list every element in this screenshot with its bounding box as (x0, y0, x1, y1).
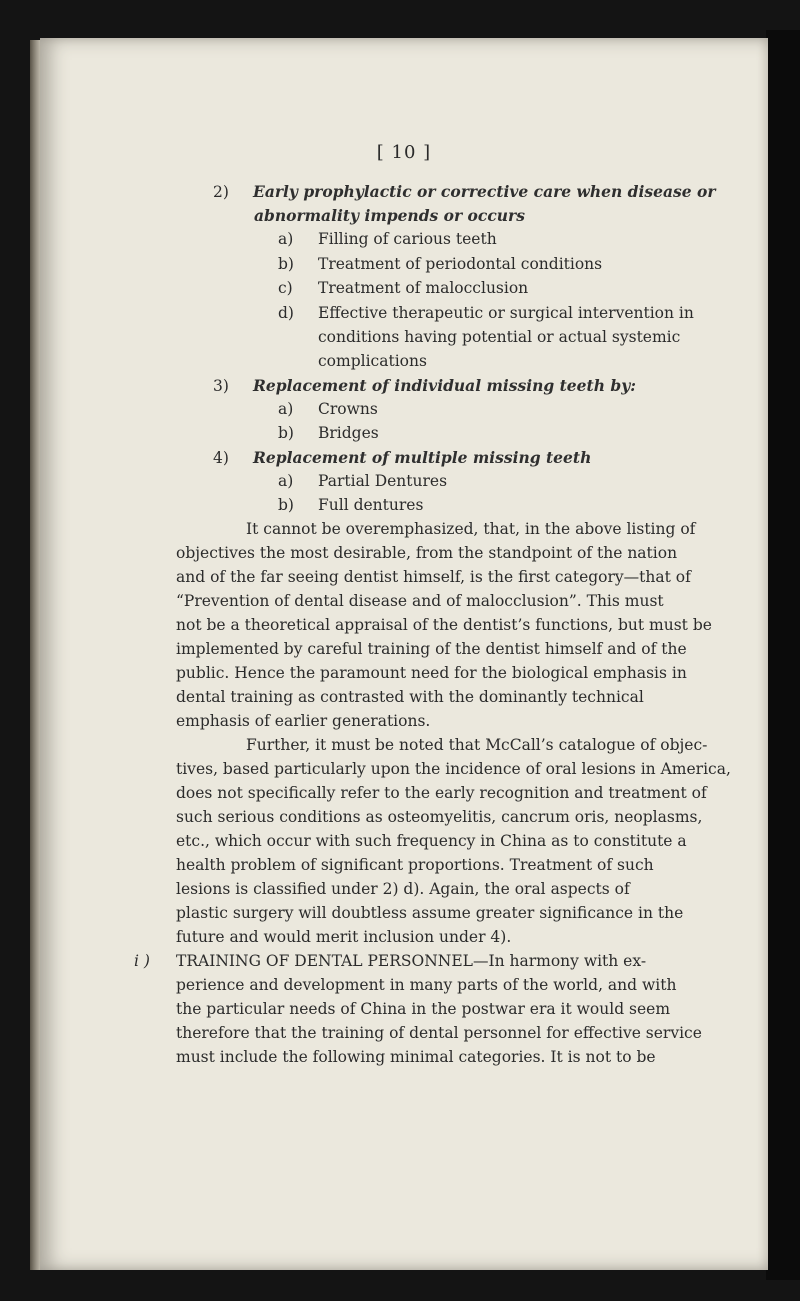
sub-item-label: a) (278, 230, 294, 248)
paragraph-line: not be a theoretical appraisal of the dentist’s functions, but must be (176, 616, 712, 634)
sub-item-text: Partial Dentures (318, 472, 448, 490)
sub-item-label: a) (278, 472, 294, 490)
item-heading: Replacement of individual missing teeth by: (253, 376, 636, 395)
sub-item (278, 255, 602, 273)
item-number: 2) (213, 183, 229, 201)
paragraph-line: Further, it must be noted that McCall’s catalogue of objec- (246, 736, 708, 754)
background-strip (766, 30, 800, 1280)
paragraph-line: must include the following minimal categories. It is not to be (176, 1048, 656, 1066)
sub-item (278, 472, 447, 490)
paragraph-line: TRAINING OF DENTAL PERSONNEL—In harmony with ex- (176, 952, 647, 970)
paragraph-line: therefore that the training of dental personnel for effective service (176, 1024, 702, 1042)
sub-item-label: c) (278, 279, 293, 297)
paragraph-line: future and would merit inclusion under 4). (176, 928, 512, 946)
paragraph-line: public. Hence the paramount need for the biological emphasis in (176, 664, 687, 682)
sub-item-text: Treatment of malocclusion (318, 279, 529, 297)
sub-item (278, 230, 497, 248)
paragraph-line: “Prevention of dental disease and of malocclusion”. This must (176, 592, 664, 610)
sub-item (278, 304, 694, 322)
paragraph-line: and of the far seeing dentist himself, is the first category—that of (176, 568, 691, 586)
sub-item-text: Treatment of periodontal conditions (318, 255, 603, 273)
paragraph-line: dental training as contrasted with the dominantly technical (176, 688, 644, 706)
sub-item-label: d) (278, 304, 294, 322)
sub-item-text: Full dentures (318, 496, 424, 514)
sub-item-label: b) (278, 424, 294, 442)
item-heading: Replacement of multiple missing teeth (253, 448, 592, 467)
list-item-heading (213, 448, 591, 467)
paragraph-line: objectives the most desirable, from the standpoint of the nation (176, 544, 678, 562)
paragraph-line: implemented by careful training of the dentist himself and of the (176, 640, 687, 658)
list-item-heading (213, 182, 716, 201)
list-item-heading (213, 376, 636, 395)
paragraph-line: such serious conditions as osteomyelitis, cancrum oris, neoplasms, (176, 808, 703, 826)
paragraph-line: tives, based particularly upon the incidence of oral lesions in America, (176, 760, 731, 778)
sub-item (278, 496, 423, 514)
section-marker: i ) (134, 952, 150, 970)
item-number: 3) (213, 377, 229, 395)
sub-item (278, 279, 528, 297)
paragraph-line: health problem of significant proportions. Treatment of such (176, 856, 654, 874)
item-heading: Early prophylactic or corrective care when disease or (253, 182, 716, 201)
sub-item-label: b) (278, 496, 294, 514)
paragraph-line: the particular needs of China in the postwar era it would seem (176, 1000, 671, 1018)
sub-item-text: Crowns (318, 400, 378, 418)
item-number: 4) (213, 449, 229, 467)
paragraph-line: etc., which occur with such frequency in China as to constitute a (176, 832, 687, 850)
paragraph-line: It cannot be overemphasized, that, in the above listing of (246, 520, 696, 538)
sub-item-text: Filling of carious teeth (318, 230, 497, 248)
sub-item-text: Effective therapeutic or surgical intervention in (318, 304, 694, 322)
paragraph-line: does not specifically refer to the early recognition and treatment of (176, 784, 707, 802)
paragraph-line: emphasis of earlier generations. (176, 712, 431, 730)
sub-item-label: b) (278, 255, 294, 273)
sub-item-continued: conditions having potential or actual systemic (318, 328, 681, 346)
sub-item-continued: complications (318, 352, 427, 370)
sub-item (278, 424, 379, 442)
sub-item-text: Bridges (318, 424, 379, 442)
sub-item (278, 400, 378, 418)
book-page (40, 38, 768, 1270)
paragraph-line: perience and development in many parts of the world, and with (176, 976, 677, 994)
item-heading-continued: abnormality impends or occurs (254, 206, 525, 225)
sub-item-label: a) (278, 400, 294, 418)
paragraph-line: plastic surgery will doubtless assume greater significance in the (176, 904, 684, 922)
page-number: [ 10 ] (376, 142, 432, 163)
paragraph-line: lesions is classified under 2) d). Again, the oral aspects of (176, 880, 630, 898)
